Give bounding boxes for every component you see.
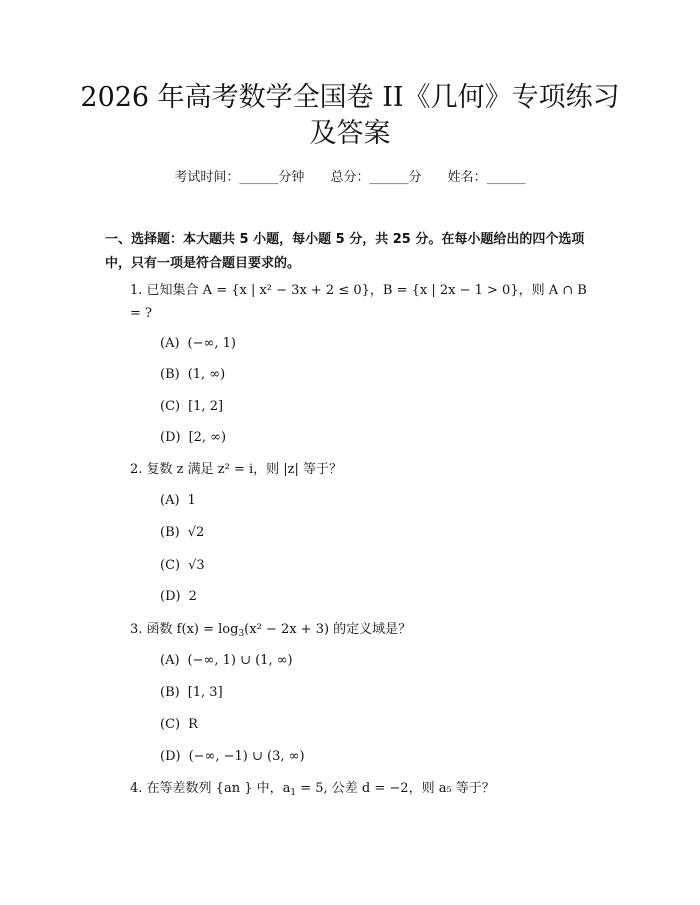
page-title-line-1: 2026 年高考数学全国卷 II《几何》专项练习 bbox=[80, 82, 620, 113]
question-text: 复数 z 满足 z² = i，则 |z| 等于？ bbox=[146, 462, 343, 477]
question-text: 已知集合 A = {x | x² − 3x + 2 ≤ 0}，B = {x | 2x − 1 > 0}，则 A ∩ B = ? bbox=[130, 283, 587, 321]
question-4 bbox=[130, 777, 600, 800]
question-2-option-b bbox=[160, 523, 204, 543]
option-label: (A) bbox=[160, 653, 180, 668]
option-text: [1, 2] bbox=[188, 399, 224, 414]
option-text: (1, ∞) bbox=[187, 367, 226, 382]
exam-time-field: 考试时间：______分钟 bbox=[174, 170, 305, 185]
option-label: (B) bbox=[160, 685, 180, 700]
page-title-line-2: 及答案 bbox=[309, 118, 391, 149]
student-name-field: 姓名：______ bbox=[447, 170, 526, 185]
option-label: (C) bbox=[160, 558, 181, 573]
total-score-field: 总分：______分 bbox=[330, 170, 422, 185]
option-text: 2 bbox=[188, 589, 197, 604]
question-1-option-c bbox=[160, 397, 223, 417]
option-label: (B) bbox=[160, 367, 180, 382]
question-2-option-d bbox=[160, 587, 197, 607]
option-text: √2 bbox=[187, 525, 205, 540]
option-text: √3 bbox=[188, 558, 205, 573]
question-2-option-c bbox=[160, 556, 205, 576]
option-label: (A) bbox=[160, 493, 180, 508]
exam-info bbox=[0, 168, 700, 188]
option-label: (B) bbox=[160, 525, 180, 540]
question-2-option-a bbox=[160, 491, 196, 511]
question-1-option-a bbox=[160, 334, 236, 354]
option-label: (D) bbox=[160, 430, 181, 445]
question-text: 在等差数列 {an } 中，$a_1 = 5$, 公差 d = −2，则 a₅ 等于？ bbox=[146, 781, 495, 798]
question-1-option-b bbox=[160, 365, 225, 385]
question-3-option-a bbox=[160, 651, 293, 671]
option-text: (−∞, 1) ∪ (1, ∞) bbox=[187, 653, 293, 668]
option-label: (C) bbox=[160, 717, 181, 732]
question-3-option-c bbox=[160, 715, 198, 735]
question-1 bbox=[130, 279, 600, 325]
question-number: 2. bbox=[130, 462, 143, 477]
question-1-option-d bbox=[160, 428, 226, 448]
option-label: (C) bbox=[160, 399, 181, 414]
question-text: 函数 $f(x) = \log_3(x^2 - 2x + 3)$ 的定义域是？ bbox=[146, 622, 412, 639]
option-text: (−∞, 1) bbox=[187, 336, 236, 351]
option-text: (−∞, −1) ∪ (3, ∞) bbox=[188, 749, 305, 764]
option-text: [1, 3] bbox=[187, 685, 223, 700]
option-text: [2, ∞) bbox=[188, 430, 227, 445]
option-label: (A) bbox=[160, 336, 180, 351]
question-number: 4. bbox=[130, 781, 143, 796]
question-3-option-b bbox=[160, 683, 223, 703]
option-text: 1 bbox=[187, 493, 196, 508]
question-3 bbox=[130, 618, 600, 641]
question-3-option-d bbox=[160, 747, 305, 767]
question-number: 1. bbox=[130, 283, 143, 298]
option-label: (D) bbox=[160, 749, 181, 764]
option-text: R bbox=[188, 717, 198, 732]
question-number: 3. bbox=[130, 622, 143, 637]
option-label: (D) bbox=[160, 589, 181, 604]
section-heading: 一、选择题：本大题共 5 小题，每小题 5 分，共 25 分。在每小题给出的四个选项中，只有一项是符合题目要求的。 bbox=[105, 232, 585, 271]
question-2 bbox=[130, 458, 600, 481]
